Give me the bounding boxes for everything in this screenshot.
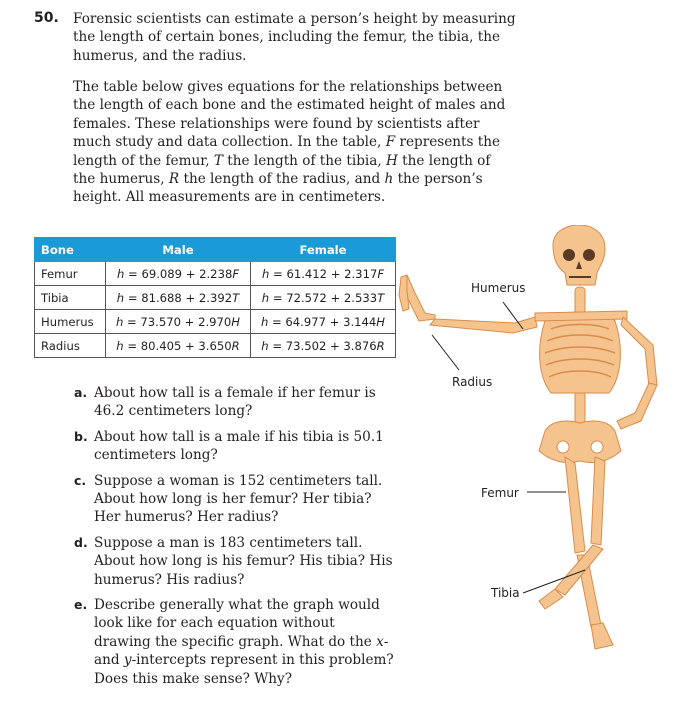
label-tibia: Tibia (491, 586, 520, 600)
question-letter: b. (74, 428, 88, 444)
bone-name-cell: Tibia (35, 286, 106, 310)
female-equation-cell: h = 61.412 + 2.317F (251, 262, 396, 286)
female-equation-cell: h = 64.977 + 3.144H (251, 310, 396, 334)
male-equation-cell: h = 81.688 + 2.392T (106, 286, 251, 310)
question-letter: e. (74, 597, 88, 613)
bone-name-cell: Radius (35, 334, 106, 358)
header-bone: Bone (35, 238, 106, 262)
question-item: d. Suppose a man is 183 centimeters tall. About how long is his femur? His tibia? His humerus? His radius? (74, 534, 393, 588)
question-item: c. Suppose a woman is 152 centimeters tall. About how long is her femur? Her tibia? Her humerus? Her radius? (74, 472, 383, 526)
femur-bone (565, 457, 585, 553)
right-femur (591, 457, 605, 545)
bone-name-cell: Femur (35, 262, 106, 286)
table-header-row (35, 238, 396, 262)
bone-equation-table (34, 237, 396, 358)
question-letter: c. (74, 472, 87, 488)
bone-name-cell: Humerus (35, 310, 106, 334)
male-equation-cell: h = 73.570 + 2.970H (106, 310, 251, 334)
question-item: e. Describe generally what the graph would look like for each equation without drawing the specific graph. What do the x- and y-intercepts represent in this problem? Does this make sense? Why? (74, 597, 394, 687)
table-row (35, 310, 396, 334)
question-list (74, 384, 394, 695)
question-letter: a. (74, 385, 88, 400)
skeleton-illustration (395, 225, 694, 665)
problem-description: The table below gives equations for the relationships between the length of each bone and the estimated height of males and females. These relationships were found by scientists after much study and data collection. In the table, F represents the length of the femur, T the length of the tibia, H the length of the humerus, R the length of the radius, and h the person’s height. All measurements are in centimeters. (73, 79, 506, 206)
table-row (35, 286, 396, 310)
male-equation-cell: h = 80.405 + 3.650R (106, 334, 251, 358)
left-humerus-bone (430, 317, 537, 333)
pelvis (539, 421, 621, 462)
question-item: a. About how tall is a female if her femur is 46.2 centimeters long? (74, 385, 376, 420)
table-row (35, 262, 396, 286)
right-forearm (617, 383, 657, 429)
label-humerus: Humerus (471, 281, 526, 295)
label-radius: Radius (452, 375, 493, 389)
question-item: b. About how tall is a male if his tibia is 50.1 centimeters long? (74, 428, 384, 464)
question-letter: d. (74, 534, 88, 550)
problem-number: 50. (34, 10, 59, 26)
table-row (35, 334, 396, 358)
left-foot (591, 623, 613, 649)
header-female: Female (251, 238, 396, 262)
problem-intro: Forensic scientists can estimate a person’s height by measuring the length of certain bones, including the femur, the tibia, the humerus, and the radius. (73, 11, 516, 64)
right-humerus-bone (621, 317, 657, 387)
header-male: Male (106, 238, 251, 262)
label-femur: Femur (481, 486, 519, 500)
male-equation-cell: h = 69.089 + 2.238F (106, 262, 251, 286)
female-equation-cell: h = 73.502 + 3.876R (251, 334, 396, 358)
female-equation-cell: h = 72.572 + 2.533T (251, 286, 396, 310)
left-hand (399, 275, 409, 311)
